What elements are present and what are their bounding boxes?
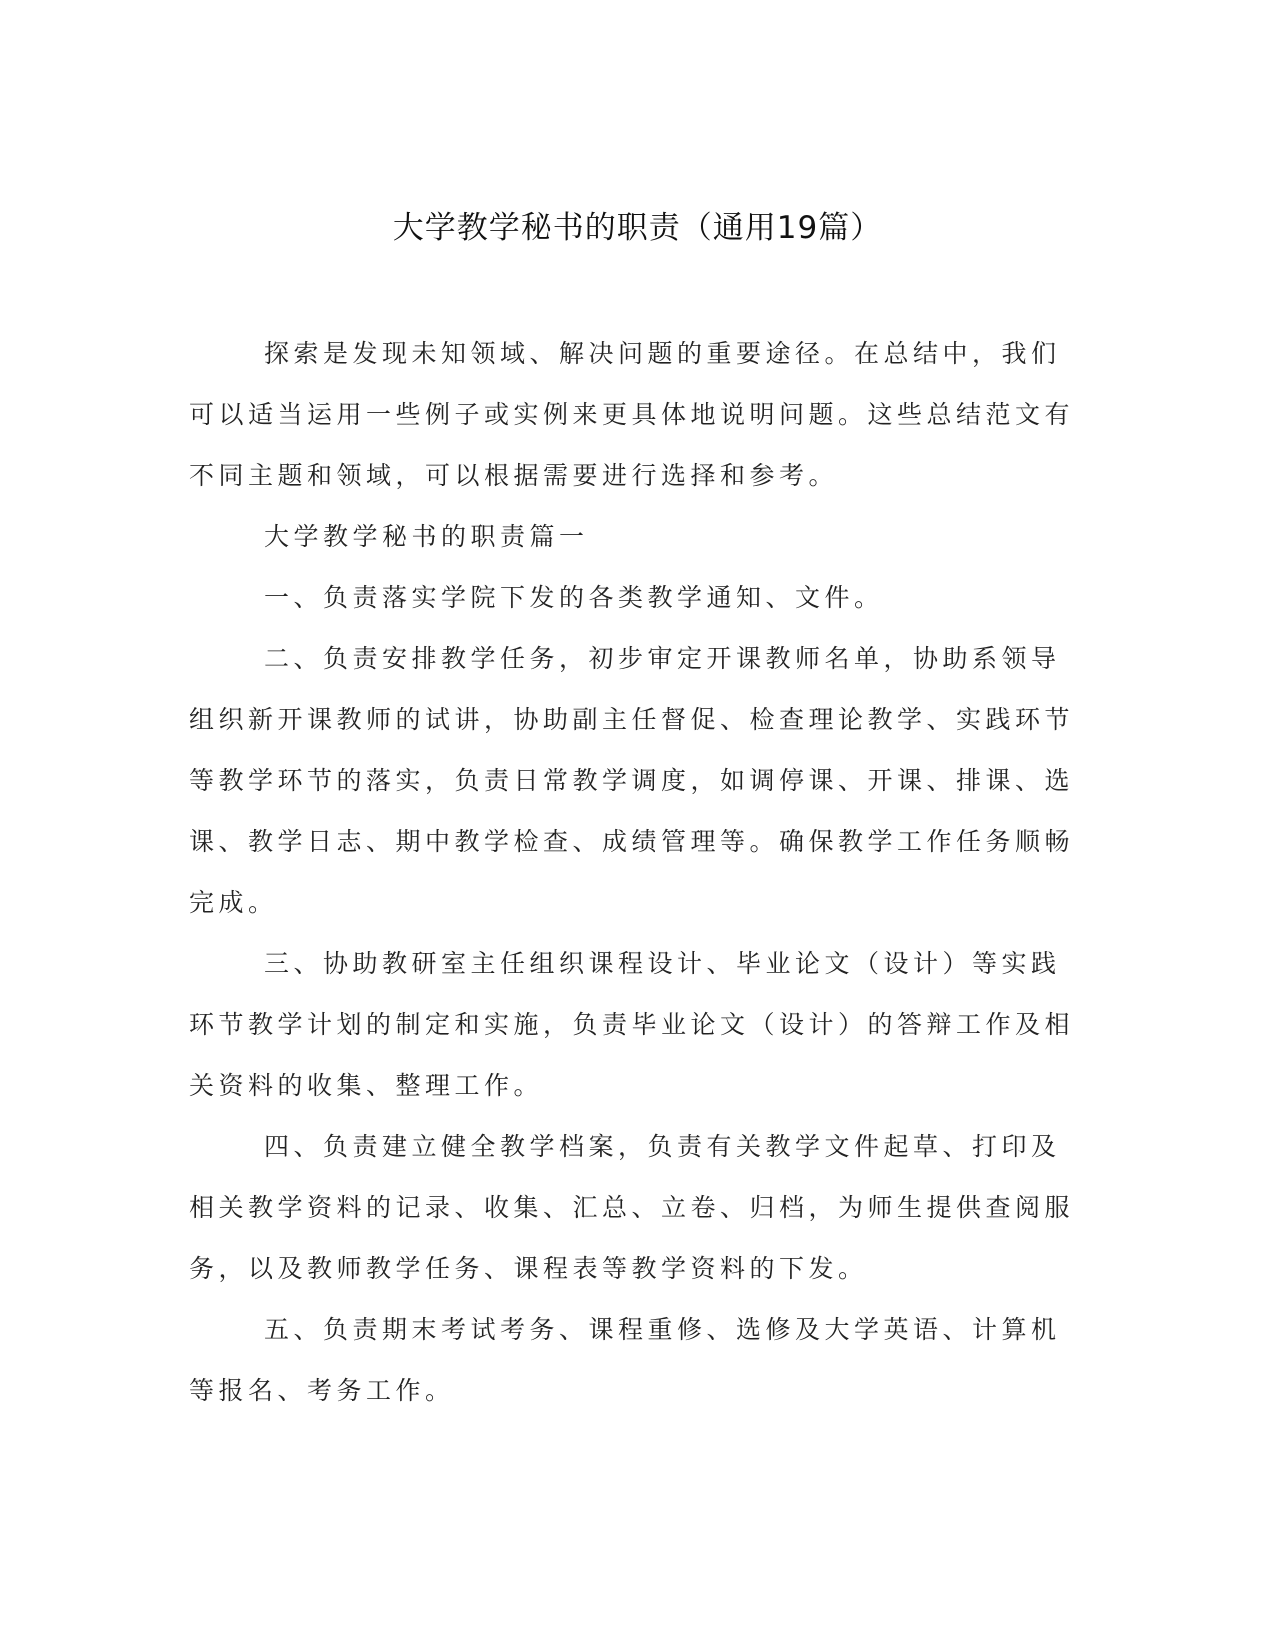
section-heading: 大学教学秘书的职责篇一 — [264, 522, 589, 551]
intro-paragraph: 探索是发现未知领域、解决问题的重要途径。在总结中，我们可以适当运用一些例子或实例来更具体地说明问题。这些总结范文有不同主题和领域，可以根据需要进行选择和参考。 — [189, 339, 1075, 490]
duty-item-4: 四、负责建立健全教学档案，负责有关教学文件起草、打印及相关教学资料的记录、收集、汇总、立卷、归档，为师生提供查阅服务，以及教师教学任务、课程表等教学资料的下发。 — [189, 1132, 1075, 1283]
duty-item-1: 一、负责落实学院下发的各类教学通知、文件。 — [264, 583, 884, 612]
document-body — [189, 323, 1079, 1421]
duty-item-5: 五、负责期末考试考务、课程重修、选修及大学英语、计算机等报名、考务工作。 — [189, 1315, 1061, 1405]
duty-item-2: 二、负责安排教学任务，初步审定开课教师名单，协助系领导组织新开课教师的试讲，协助副主任督促、检查理论教学、实践环节等教学环节的落实，负责日常教学调度，如调停课、开课、排课、选课、教学日志、期中教学检查、成绩管理等。确保教学工作任务顺畅完成。 — [189, 644, 1075, 917]
duty-item-3: 三、协助教研室主任组织课程设计、毕业论文（设计）等实践环节教学计划的制定和实施，负责毕业论文（设计）的答辩工作及相关资料的收集、整理工作。 — [189, 949, 1075, 1100]
document-title: 大学教学秘书的职责（通用19篇） — [392, 210, 883, 246]
